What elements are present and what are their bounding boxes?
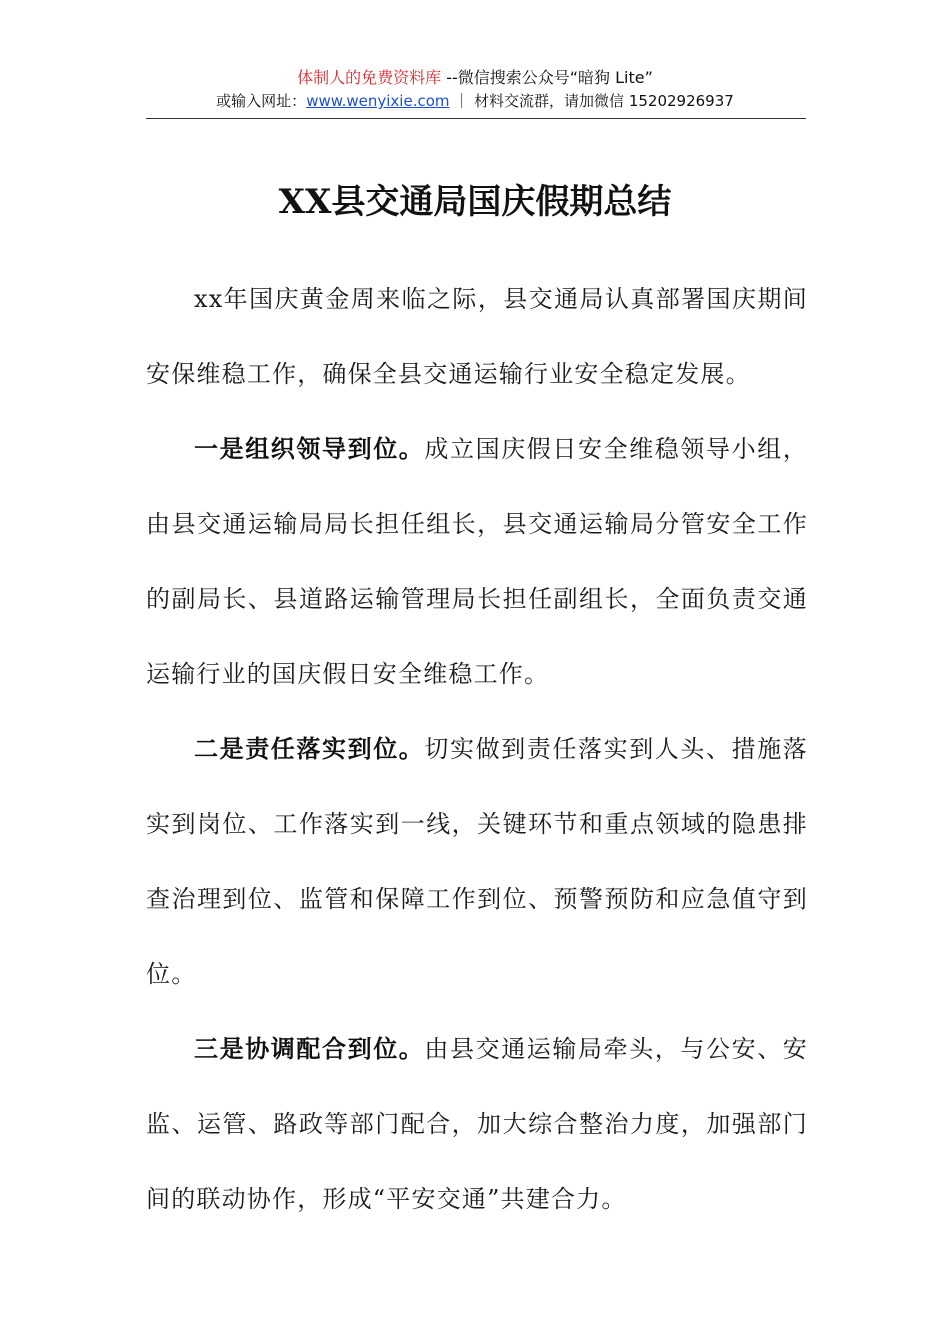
section-lead-3: 三是协调配合到位。 (194, 1035, 425, 1063)
document-body (146, 262, 808, 1237)
intro-paragraph: xx年国庆黄金周来临之际，县交通局认真部署国庆期间安保维稳工作，确保全县交通运输行业安全稳定发展。 (146, 285, 808, 388)
header-divider (146, 118, 806, 119)
section-text-2: 切实做到责任落实到人头、措施落实到岗位、工作落实到一线，关键环节和重点领域的隐患排查治理到位、监管和保障工作到位、预警预防和应急值守到位。 (146, 735, 808, 988)
header-contact-line (146, 90, 804, 112)
section-paragraph-1 (146, 412, 808, 712)
header-contact-note: ｜ 材料交流群，请加微信 15202926937 (449, 92, 734, 110)
header-promo-line (146, 66, 804, 90)
page-header (146, 66, 804, 112)
section-lead-1: 一是组织领导到位。 (194, 435, 425, 463)
section-text-1: 成立国庆假日安全维稳领导小组，由县交通运输局局长担任组长，县交通运输局分管安全工作的副局长、县道路运输管理局长担任副组长，全面负责交通运输行业的国庆假日安全维稳工作。 (146, 435, 808, 688)
section-paragraph-3 (146, 1012, 808, 1237)
section-lead-2: 二是责任落实到位。 (194, 735, 425, 763)
header-brand: 体制人的免费资料库 (297, 68, 442, 87)
header-url-link[interactable]: www.wenyixie.com (306, 92, 450, 110)
header-wechat-note: --微信搜索公众号“暗狗 Lite” (441, 68, 653, 87)
section-text-3: 由县交通运输局牵头，与公安、安监、运管、路政等部门配合，加大综合整治力度，加强部门间的联动协作，形成“平安交通”共建合力。 (146, 1035, 808, 1213)
document-title: XX县交通局国庆假期总结 (278, 182, 672, 222)
section-paragraph-2 (146, 712, 808, 1012)
header-url-prefix: 或输入网址： (216, 92, 307, 110)
